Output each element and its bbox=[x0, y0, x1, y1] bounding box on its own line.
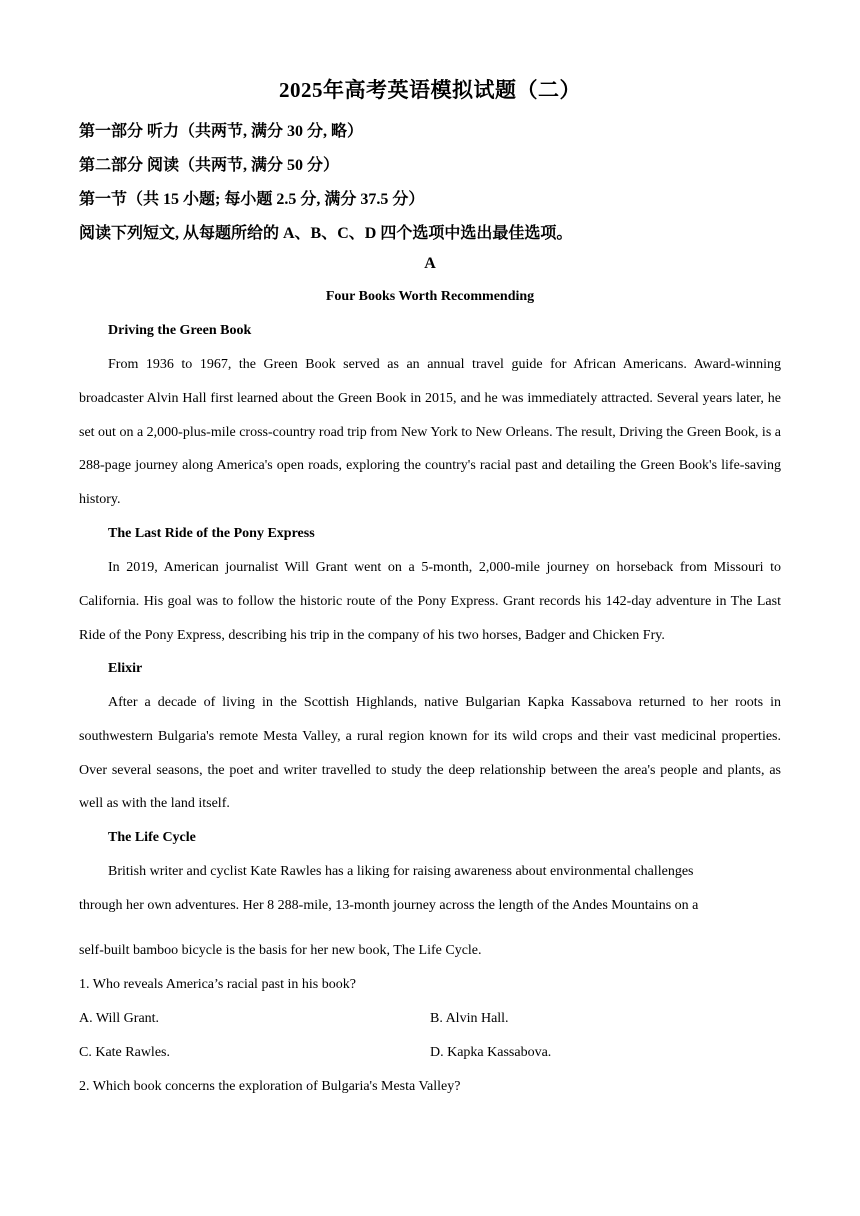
book-text-life-cycle-line1: British writer and cyclist Kate Rawles has a liking for raising awareness about environmental challenges bbox=[108, 864, 694, 879]
question-2-stem: 2. Which book concerns the exploration of Bulgaria's Mesta Valley? bbox=[79, 1079, 461, 1094]
book-title-life-cycle: The Life Cycle bbox=[108, 830, 196, 845]
book-title-elixir: Elixir bbox=[108, 661, 143, 676]
book-title-green-book: Driving the Green Book bbox=[108, 323, 252, 338]
question-1-option-d[interactable]: D. Kapka Kassabova. bbox=[430, 1045, 552, 1060]
book-text-green-book bbox=[79, 348, 781, 517]
book-text-life-cycle-line2: through her own adventures. Her 8 288-mile, 13-month journey across the length of the Andes Mountains on a bbox=[79, 898, 699, 913]
question-1-stem: 1. Who reveals America’s racial past in his book? bbox=[79, 977, 356, 992]
question-1-option-a[interactable]: A. Will Grant. bbox=[79, 1011, 160, 1026]
page-title: 2025年高考英语模拟试题（二） bbox=[279, 78, 581, 102]
section1-heading: 第一节（共 15 小题; 每小题 2.5 分, 满分 37.5 分） bbox=[79, 191, 425, 208]
part2-heading: 第二部分 阅读（共两节, 满分 50 分） bbox=[79, 157, 340, 174]
book-title-pony-express: The Last Ride of the Pony Express bbox=[108, 526, 315, 541]
book-text-life-cycle-line3: self-built bamboo bicycle is the basis for her new book, The Life Cycle. bbox=[79, 943, 482, 958]
book-text-pony-express bbox=[79, 551, 781, 652]
passage-heading: Four Books Worth Recommending bbox=[325, 289, 535, 304]
question-1-option-c[interactable]: C. Kate Rawles. bbox=[79, 1045, 170, 1060]
question-1-option-b[interactable]: B. Alvin Hall. bbox=[430, 1011, 509, 1026]
instruction-text: 阅读下列短文, 从每题所给的 A、B、C、D 四个选项中选出最佳选项。 bbox=[79, 225, 573, 242]
passage-letter: A bbox=[424, 255, 436, 272]
book-text-elixir bbox=[79, 686, 781, 821]
book-text-green-book-content: From 1936 to 1967, the Green Book served as an annual travel guide for African Americans. Award-winning broadcaster Alvin Hall first learned about the Green Book in 2015, and he was immediately attracted. Several years later, he set out on a 2,000-plus-mile cross-country road trip from New York to New Orleans. The result, Driving the Green Book, is a 288-page journey along America's open roads, exploring the country's racial past and detailing the Green Book's life-saving history. bbox=[79, 357, 781, 508]
book-text-pony-express-content: In 2019, American journalist Will Grant went on a 5-month, 2,000-mile journey on horseback from Missouri to California. His goal was to follow the historic route of the Pony Express. Grant records his 142-day adventure in The Last Ride of the Pony Express, describing his trip in the company of his two horses, Badger and Chicken Fry. bbox=[79, 560, 781, 643]
book-text-elixir-content: After a decade of living in the Scottish Highlands, native Bulgarian Kapka Kassabova returned to her roots in southwestern Bulgaria's remote Mesta Valley, a rural region known for its wild crops and their vast medicinal properties. Over several seasons, the poet and writer travelled to study the deep relationship between the area's people and plants, as well as with the land itself. bbox=[79, 695, 781, 812]
part1-heading: 第一部分 听力（共两节, 满分 30 分, 略） bbox=[79, 123, 364, 140]
